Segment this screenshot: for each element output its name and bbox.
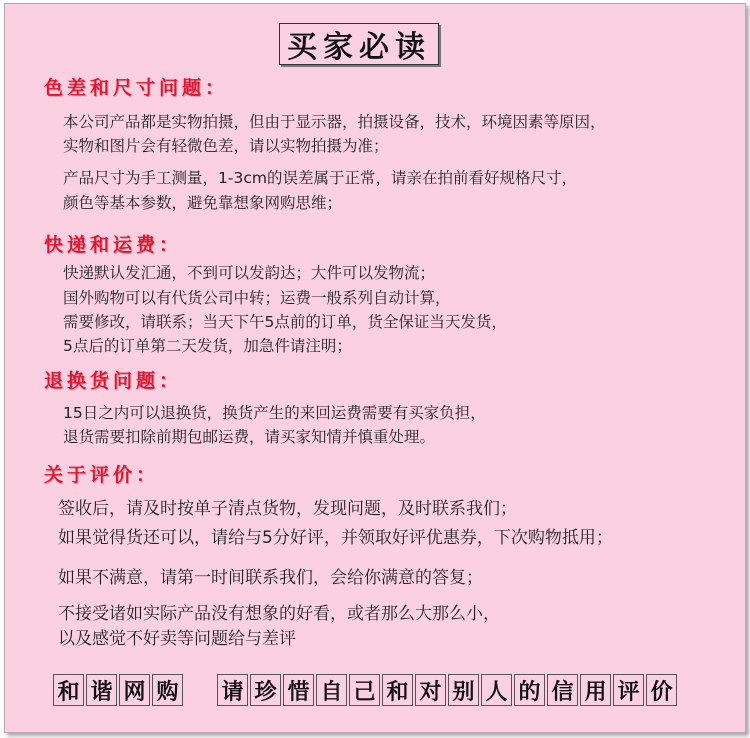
section-2-line-3: 需要修改，请联系；当天下午5点前的订单，货全保证当天发货， <box>63 313 507 331</box>
section-1-line-2: 实物和图片会有轻微色差，请以实物拍摄为准； <box>63 137 389 155</box>
footer-slogan-right <box>217 672 679 708</box>
footer-char: 请 <box>217 674 248 706</box>
footer-char: 的 <box>514 674 545 706</box>
section-heading-shipping: 快递和运费： <box>44 234 183 256</box>
section-3-line-1: 15日之内可以退换货，换货产生的来回运费需要有买家负担， <box>63 404 486 422</box>
section-2-line-2: 国外购物可以有代货公司中转；运费一般系列自动计算， <box>63 289 451 307</box>
section-4-line-4: 不接受诸如实际产品没有想象的好看，或者那么大那么小， <box>58 604 500 624</box>
page-title: 买家必读 <box>287 30 431 65</box>
footer-char: 别 <box>448 674 479 706</box>
section-4-line-5: 以及感觉不好卖等问题给与差评 <box>58 629 296 649</box>
footer-char: 自 <box>316 674 347 706</box>
footer-char: 信 <box>547 674 578 706</box>
section-4-line-3: 如果不满意，请第一时间联系我们，会给你满意的答复； <box>58 568 483 588</box>
footer-char: 评 <box>613 674 644 706</box>
footer-char: 珍 <box>250 674 281 706</box>
footer-slogan-left <box>53 672 185 708</box>
section-heading-color-size: 色差和尺寸问题： <box>44 77 229 99</box>
section-heading-returns: 退换货问题： <box>44 370 183 392</box>
footer-char: 用 <box>580 674 611 706</box>
footer-char: 己 <box>349 674 380 706</box>
footer-char: 购 <box>152 674 183 706</box>
footer-char: 谐 <box>86 674 117 706</box>
section-heading-reviews: 关于评价： <box>44 464 160 486</box>
title-box <box>279 23 439 65</box>
section-4-line-2: 如果觉得货还可以，请给与5分好评，并领取好评优惠券，下次购物抵用； <box>58 528 613 548</box>
footer-char: 惜 <box>283 674 314 706</box>
section-2-line-4: 5点后的订单第二天发货，加急件请注明； <box>63 337 352 355</box>
section-4-line-1: 签收后，请及时按单子清点货物，发现问题，及时联系我们； <box>58 499 517 519</box>
section-2-line-1: 快递默认发汇通，不到可以发韵达；大件可以发物流； <box>63 264 436 282</box>
footer-char: 网 <box>119 674 150 706</box>
footer-char: 和 <box>53 674 84 706</box>
section-1-line-3: 产品尺寸为手工测量，1-3cm的误差属于正常，请亲在拍前看好规格尺寸， <box>63 169 577 187</box>
footer-char: 人 <box>481 674 512 706</box>
footer-char: 和 <box>382 674 413 706</box>
footer-char: 价 <box>646 674 677 706</box>
section-3-line-2: 退货需要扣除前期包邮运费，请买家知情并慎重处理。 <box>63 428 436 446</box>
section-1-line-1: 本公司产品都是实物拍摄，但由于显示器，拍摄设备，技术，环境因素等原因， <box>63 113 606 131</box>
footer-char: 对 <box>415 674 446 706</box>
section-1-line-4: 颜色等基本参数，避免靠想象网购思维； <box>63 194 343 212</box>
